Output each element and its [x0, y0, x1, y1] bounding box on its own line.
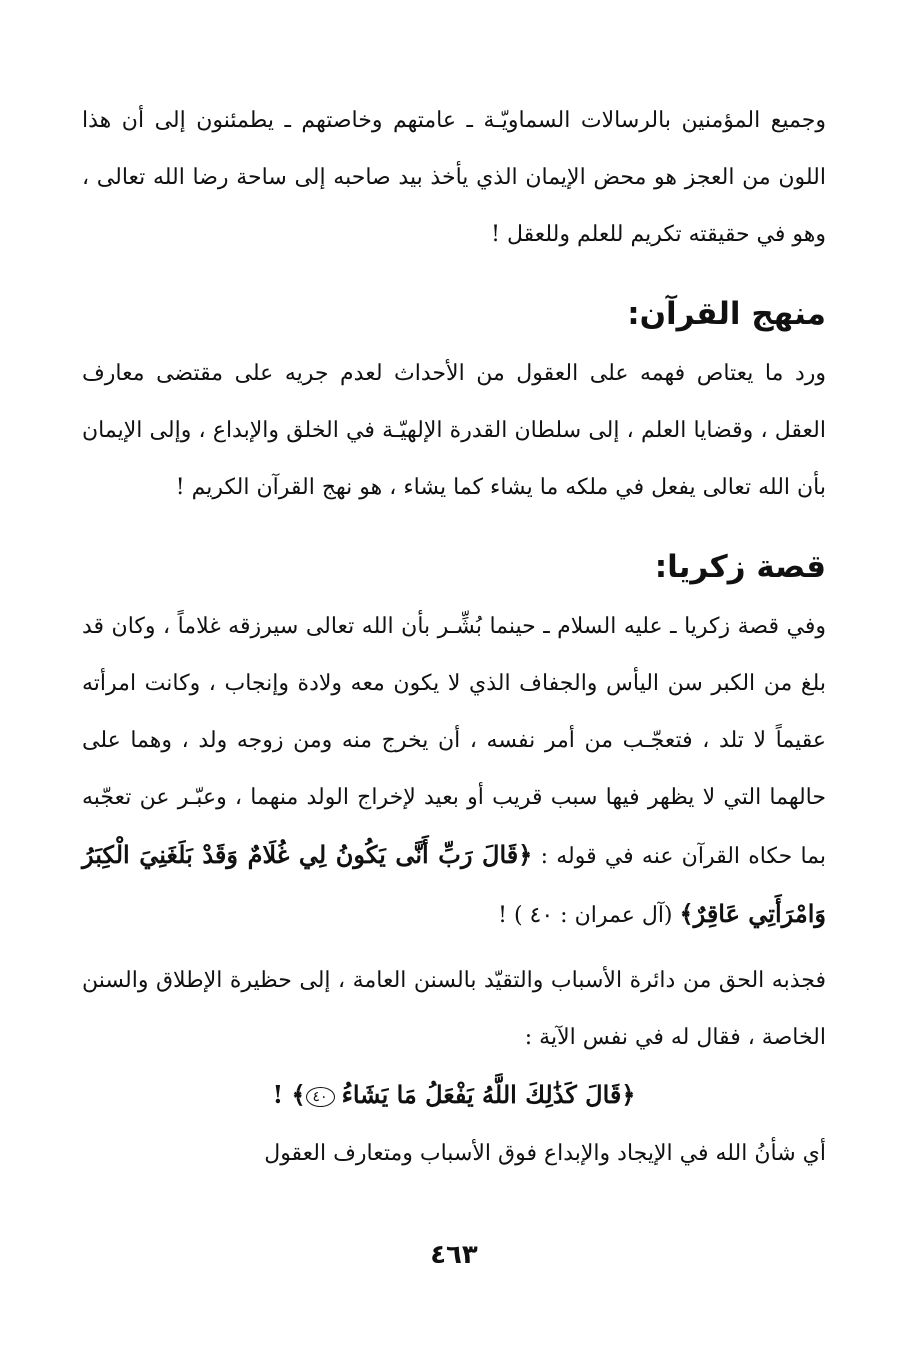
- paragraph-zakariya: [82, 598, 826, 944]
- page-number: ٤٦٣: [430, 1240, 478, 1270]
- verse-reference: (آل عمران : ٤٠ ) !: [498, 903, 673, 928]
- paragraph-conclusion: أي شأنُ الله في الإيجاد والإبداع فوق الأسباب ومتعارف العقول: [264, 1141, 826, 1166]
- section-heading-zakariya: قصة زكريا:: [654, 549, 826, 585]
- paragraph-divine-answer: فجذبه الحق من دائرة الأسباب والتقيّد بالسنن العامة ، إلى حظيرة الإطلاق والسنن الخاصة ، فقال له في نفس الآية :: [82, 968, 826, 1050]
- section-heading-quran-method: منهج القرآن:: [627, 296, 826, 332]
- verse-line: [82, 1066, 826, 1125]
- quran-verse-2: ﴿قَالَ كَذَٰلِكَ اللَّهُ يَفْعَلُ مَا يَشَاءُ: [341, 1080, 636, 1109]
- verse-number-circle: ٤٠: [306, 1087, 335, 1107]
- paragraph-quran-method: ورد ما يعتاص فهمه على العقول من الأحداث لعدم جريه على مقتضى معارف العقل ، وقضايا العلم ، إلى سلطان القدرة الإلهيّـة في الخلق والإبداع ، وإلى الإيمان بأن الله تعالى يفعل في ملكه ما يشاء كما يشاء ، هو نهج القرآن الكريم !: [82, 361, 826, 500]
- quran-verse: ﴿قَالَ رَبِّ أَنَّى يَكُونُ لِي غُلَامٌ وَقَدْ بَلَغَنِيَ الْكِبَرُ وَامْرَأَتِي عَاقِرٌ﴾: [82, 840, 826, 928]
- verse-closing: ﴾ !: [272, 1080, 306, 1109]
- zakariya-text: وفي قصة زكريا ـ عليه السلام ـ حينما بُشِّـر بأن الله تعالى سيرزقه غلاماً ، وكان قد بلغ من الكبر سن اليأس والجفاف الذي لا يكون معه ولادة وإنجاب ، وكانت امرأته عقيماً لا تلد ، فتعجّـب من أمر نفسه ، أن يخرج منه ومن زوجه ولد ، وهما على حالهما التي لا يظهر فيها سبب قريب أو بعيد لإخراج الولد منهما ، وعبّـر عن تعجّبه بما حكاه القرآن عنه في قوله :: [82, 614, 826, 869]
- spacer: [82, 944, 826, 952]
- page-body: [82, 92, 826, 1182]
- paragraph-intro: وجميع المؤمنين بالرسالات السماويّـة ـ عامتهم وخاصتهم ـ يطمئنون إلى أن هذا اللون من العجز هو محض الإيمان الذي يأخذ بيد صاحبه إلى ساحة رضا الله تعالى ، وهو في حقيقته تكريم للعلم وللعقل !: [82, 108, 826, 247]
